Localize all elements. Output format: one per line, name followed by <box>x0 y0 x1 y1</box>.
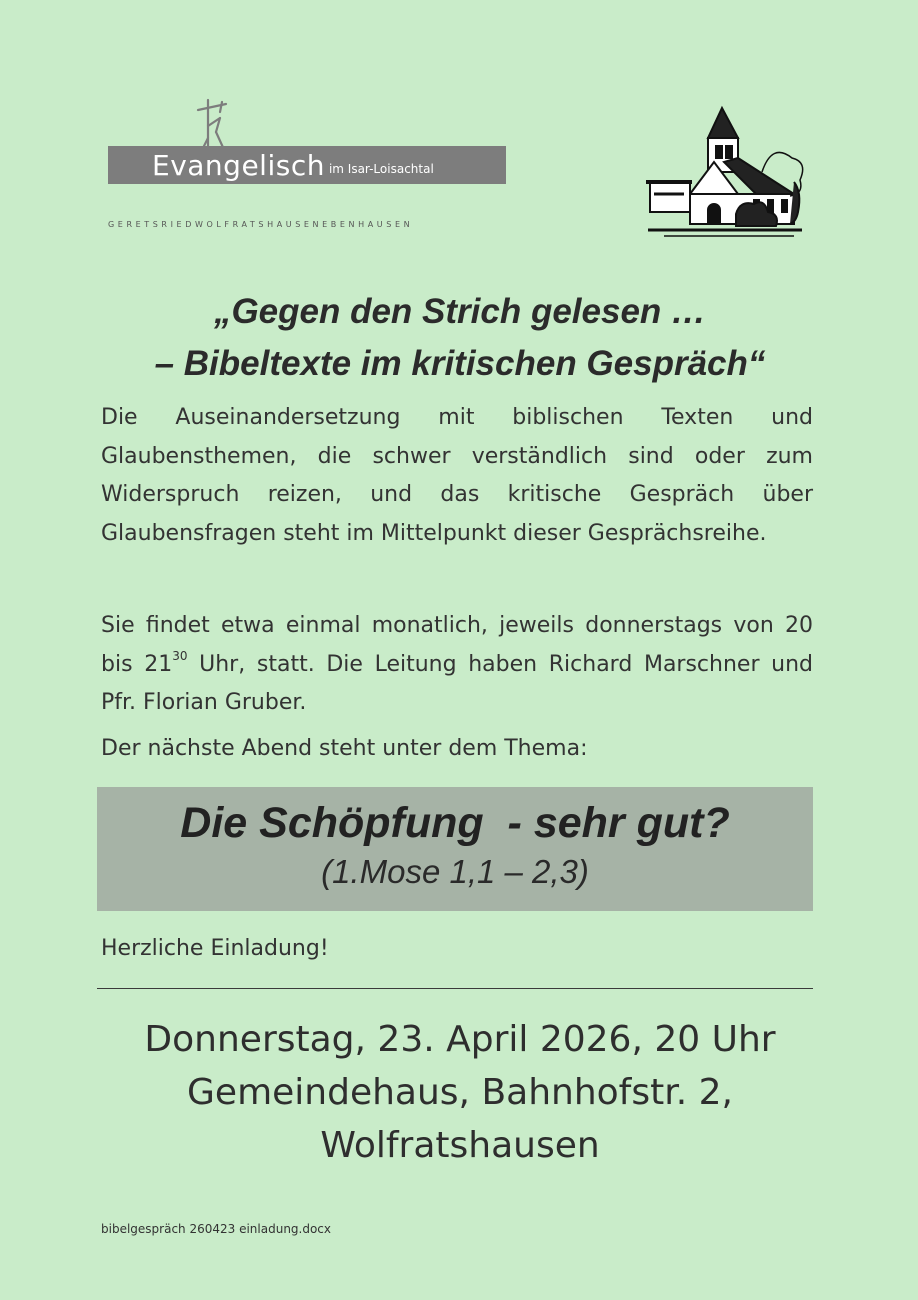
event-town: Wolfratshausen <box>320 1125 600 1166</box>
schedule-text-before: Sie findet etwa einmal monatlich, jeweils donnerstags von 20 bis 21 <box>101 613 813 677</box>
logo-main-text: Evangelisch <box>152 148 325 182</box>
church-icon <box>644 102 804 244</box>
theme-title: Die Schöpfung - sehr gut? <box>180 799 730 847</box>
schedule-text-after: Uhr, statt. Die Leitung haben Richard Marschner und Pfr. Florian Gruber. <box>101 651 813 715</box>
event-venue: Gemeindehaus, Bahnhofstr. 2, <box>187 1072 733 1113</box>
logo-sub-text: im Isar-Loisachtal <box>328 162 434 176</box>
theme-intro: Der nächste Abend steht unter dem Thema: <box>101 736 588 761</box>
schedule-paragraph <box>101 607 813 723</box>
church-logo <box>108 98 508 238</box>
schedule-time-superscript: 30 <box>172 649 188 664</box>
title-line-1: „Gegen den Strich gelesen … <box>213 292 707 331</box>
divider <box>97 988 813 989</box>
event-date: Donnerstag, 23. April 2026, 20 Uhr <box>144 1019 776 1060</box>
theme-reference: (1.Mose 1,1 – 2,3) <box>321 853 589 890</box>
theme-box <box>97 787 813 911</box>
file-name-footer: bibelgespräch 260423 einladung.docx <box>101 1222 332 1236</box>
intro-paragraph: Die Auseinandersetzung mit biblischen Texten und Glaubensthemen, die schwer verständlich sind oder zum Widerspruch reizen, und das kritische Gespräch über Glaubensfragen steht im Mittelpunkt dieser Gesprächsreihe. <box>101 405 813 546</box>
title-line-2: – Bibeltexte im kritischen Gespräch“ <box>154 344 766 383</box>
invitation-text: Herzliche Einladung! <box>101 936 329 961</box>
event-details <box>60 1013 860 1172</box>
logo-places-text: GERETSRIEDWOLFRATSHAUSENEBENHAUSEN <box>108 220 414 229</box>
event-title <box>60 286 860 390</box>
logo-banner <box>108 146 506 184</box>
